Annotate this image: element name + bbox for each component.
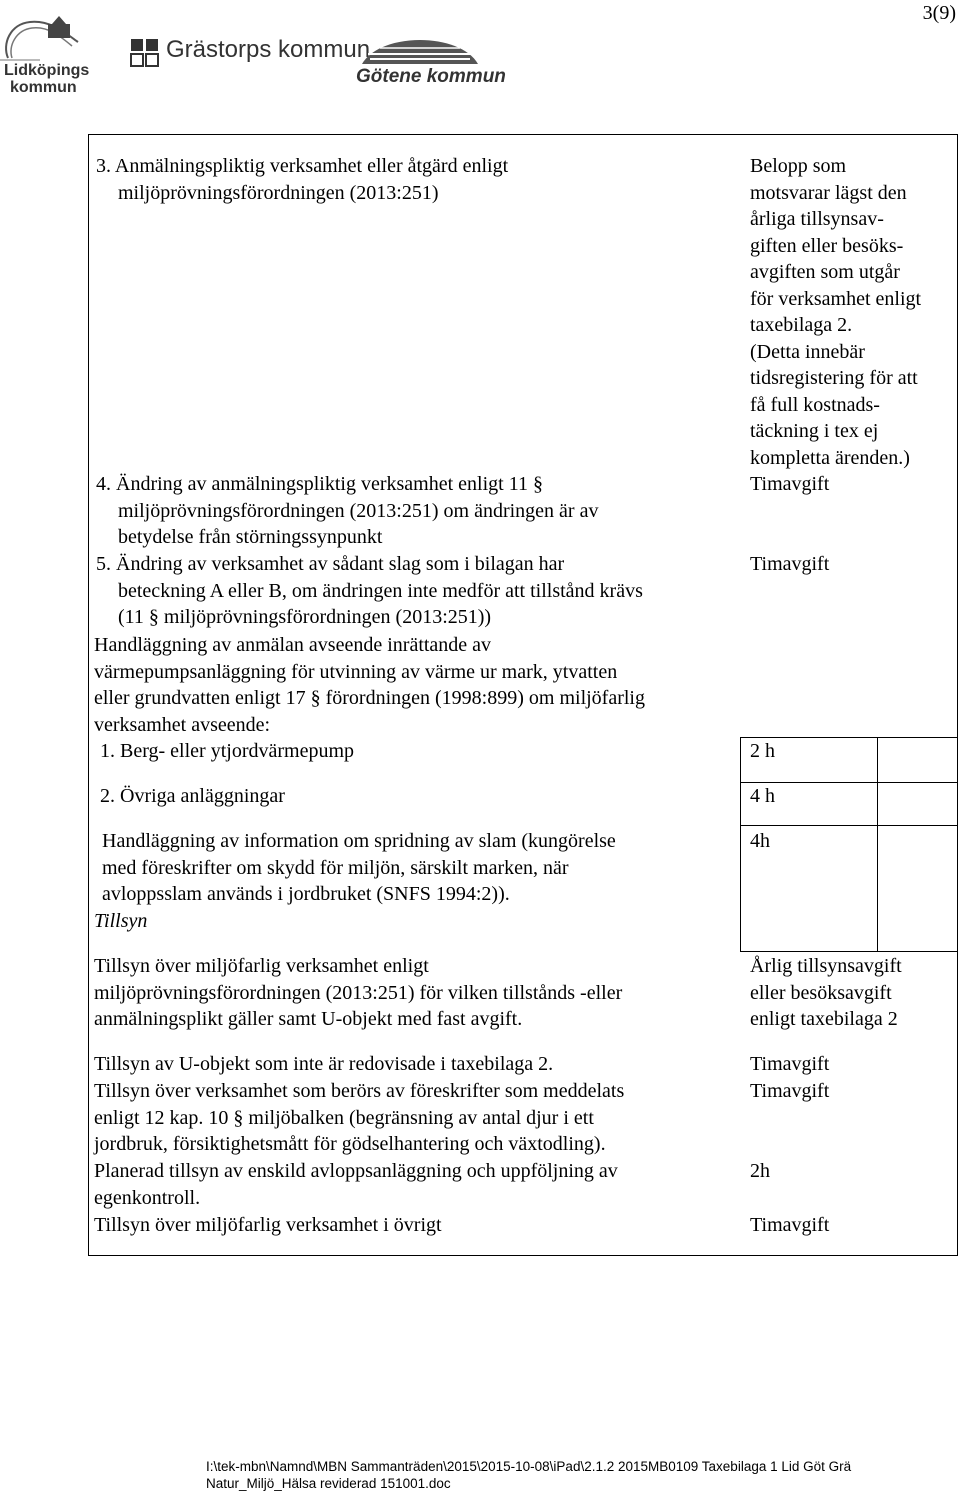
footer-path [206,1458,851,1492]
text-line: (Detta innebär [750,340,865,363]
lidkoping-crest-icon [0,14,92,64]
text-line: Handläggning av anmälan avseende inrättande av [94,634,492,656]
text-line: Årlig tillsynsavgift [750,955,902,977]
table-border [88,1255,958,1256]
lidkoping-name-line: kommun [10,79,77,96]
table-border [877,737,878,951]
lidkoping-name-line: Lidköpings [4,62,90,79]
text-line: 4. Ändring av anmälningspliktig verksamhet enligt 11 § [96,473,543,495]
text-line: tidsregistering för att [750,367,918,389]
row-4-fee: Timavgift [750,473,830,495]
text-line: Belopp som [750,155,847,177]
tillsyn-2-fee: Timavgift [750,1053,830,1075]
text-line: få full kostnads- [750,393,880,416]
tillsyn-2-text: Tillsyn av U-objekt som inte är redovisade i taxebilaga 2. [94,1053,554,1075]
text-line: anmälningsplikt gäller samt U-objekt med fast avgift. [94,1008,523,1030]
text-line: miljöprövningsförordningen (2013:251) [118,181,439,204]
text-line: jordbruk, försiktighetsmått för gödselhantering och växtodling). [94,1133,606,1155]
text-line: årliga tillsynsav- [750,208,884,230]
gotene-logo [354,20,506,90]
tillsyn-5-text: Tillsyn över miljöfarlig verksamhet i övrigt [94,1214,442,1236]
text-line: med föreskrifter om skydd för miljön, särskilt marken, när [102,856,569,879]
heat-pump-text [94,632,645,738]
tillsyn-4-text [94,1158,618,1211]
text-line: Handläggning av information om spridning av slam (kungörelse [102,830,616,852]
lidkoping-logo [0,14,92,94]
heat-pump-2-fee: 4 h [750,785,775,807]
row-5-fee: Timavgift [750,553,830,575]
text-line: för verksamhet enligt [750,287,922,310]
gotene-landscape-icon [360,24,480,70]
row-5-text [96,551,643,631]
text-line: Tillsyn över verksamhet som berörs av föreskrifter som meddelats [94,1080,625,1102]
sludge-text [102,828,616,908]
tillsyn-3-text [94,1078,624,1158]
tillsyn-heading: Tillsyn [94,910,148,932]
page-number: 3(9) [922,2,956,24]
tillsyn-1-fee [750,953,902,1033]
tillsyn-1-text [94,953,622,1033]
table-border [88,134,958,135]
text-line: beteckning A eller B, om ändringen inte medför att tillstånd krävs [118,579,643,602]
table-border [88,134,89,1256]
text-line: enligt taxebilaga 2 [750,1008,898,1030]
text-line: 5. Ändring av verksamhet av sådant slag som i bilagan har [96,553,565,575]
text-line: egenkontroll. [94,1186,201,1209]
table-border [740,951,957,952]
text-line: avgiften som utgår [750,261,900,283]
text-line: giften eller besöks- [750,234,904,257]
tillsyn-5-fee: Timavgift [750,1214,830,1236]
grastorp-crest-icon [130,38,160,70]
row-4-text [96,471,598,551]
footer-line: Natur_Miljö_Hälsa reviderad 151001.doc [206,1476,451,1491]
heat-pump-1: 1. Berg- eller ytjordvärmepump [100,740,355,762]
footer-line: I:\tek-mbn\Namnd\MBN Sammanträden\2015\2015-10-08\iPad\2.1.2 2015MB0109 Taxebilaga 1 Lid Göt Grä [206,1459,852,1474]
heat-pump-2: 2. Övriga anläggningar [100,785,285,807]
text-line: miljöprövningsförordningen (2013:251) för vilken tillstånds -eller [94,981,623,1004]
text-line: verksamhet avseende: [94,713,271,736]
grastorp-name: Grästorps kommun [166,36,371,63]
text-line: taxebilaga 2. [750,314,853,336]
heat-pump-1-fee: 2 h [750,740,775,762]
row-3-text [96,153,508,206]
tillsyn-4-fee: 2h [750,1160,770,1182]
text-line: kompletta ärenden.) [750,446,910,469]
text-line: värmepumpsanläggning för utvinning av värme ur mark, ytvatten [94,660,618,683]
sludge-fee: 4h [750,830,770,852]
text-line: enligt 12 kap. 10 § miljöbalken (begränsning av antal djur i ett [94,1106,594,1129]
text-line: (11 § miljöprövningsförordningen (2013:251)) [118,606,492,628]
table-border [740,825,957,826]
table-border [740,737,741,951]
text-line: eller grundvatten enligt 17 § förordningen (1998:899) om miljöfarlig [94,687,645,709]
text-line: miljöprövningsförordningen (2013:251) om ändringen är av [118,499,599,522]
text-line: Tillsyn över miljöfarlig verksamhet enligt [94,955,429,977]
row-3-fee [750,153,921,471]
text-line: eller besöksavgift [750,981,892,1004]
text-line: Planerad tillsyn av enskild avloppsanläggning och uppföljning av [94,1160,618,1182]
text-line: täckning i tex ej [750,420,879,442]
gotene-name: Götene kommun [356,66,506,87]
tillsyn-3-fee: Timavgift [750,1080,830,1102]
table-border [957,134,958,1256]
text-line: 3. Anmälningspliktig verksamhet eller åtgärd enligt [96,155,509,177]
text-line: motsvarar lägst den [750,181,907,204]
text-line: avloppsslam används i jordbruket (SNFS 1994:2)). [102,883,510,905]
text-line: betydelse från störningssynpunkt [118,526,383,548]
